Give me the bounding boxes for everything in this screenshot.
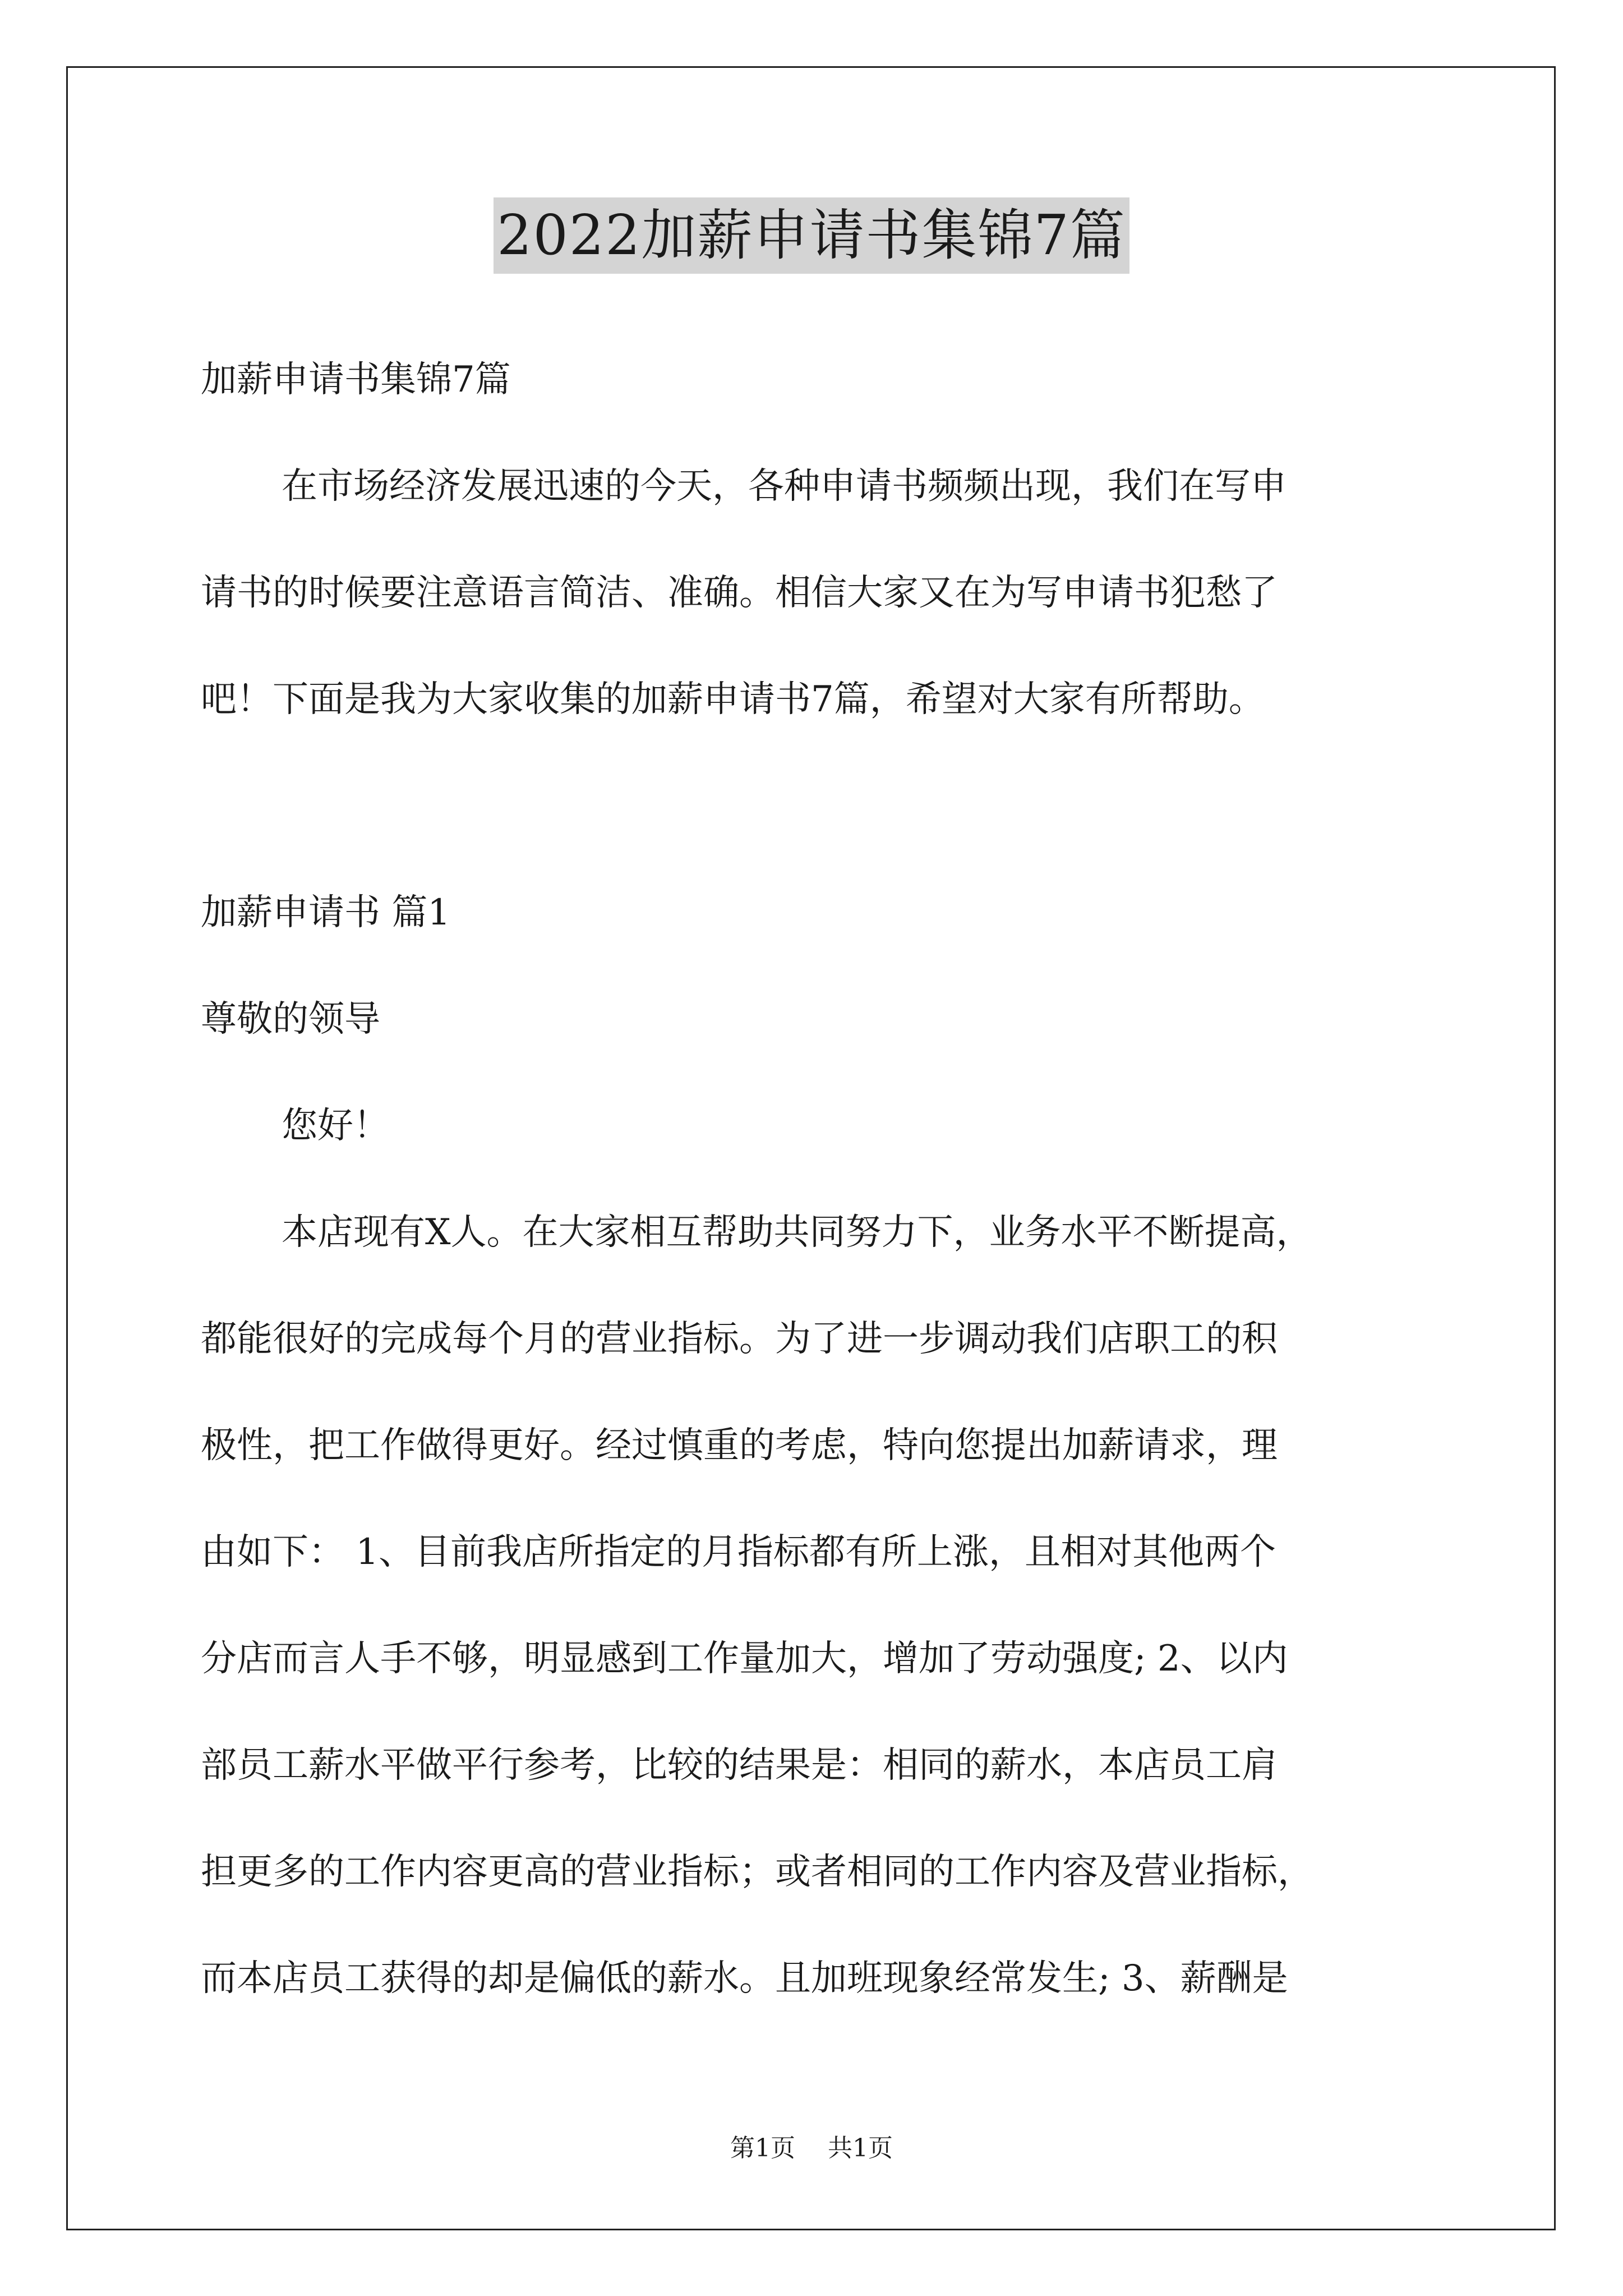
greeting-line: 您好！ [282, 1105, 389, 1147]
paragraph-line: 部员工薪水平做平行参考，比较的结果是：相同的薪水，本店员工肩 [201, 1745, 1278, 1786]
page-number: 第1页 [730, 2134, 795, 2162]
paragraph-line: 极性，把工作做得更好。经过慎重的考虑，特向您提出加薪请求，理 [201, 1425, 1278, 1466]
page-total: 共1页 [828, 2134, 893, 2162]
page-footer [0, 2132, 1623, 2165]
salutation-line: 尊敬的领导 [201, 999, 380, 1040]
paragraph-line: 在市场经济发展迅速的今天，各种申请书频频出现，我们在写申 [282, 466, 1287, 507]
section-heading: 加薪申请书 篇1 [201, 892, 451, 933]
paragraph-line: 都能很好的完成每个月的营业指标。为了进一步调动我们店职工的积 [201, 1318, 1278, 1360]
title-container [0, 197, 1623, 274]
paragraph-line: 由如下： 1、目前我店所指定的月指标都有所上涨，且相对其他两个 [201, 1531, 1276, 1573]
paragraph-line: 本店现有X人。在大家相互帮助共同努力下，业务水平不断提高， [282, 1212, 1312, 1253]
subtitle-line: 加薪申请书集锦7篇 [201, 359, 511, 401]
paragraph-line: 分店而言人手不够，明显感到工作量加大，增加了劳动强度; 2、以内 [201, 1638, 1288, 1680]
document-title: 2022加薪申请书集锦7篇 [494, 197, 1129, 274]
paragraph-line: 吧！下面是我为大家收集的加薪申请书7篇，希望对大家有所帮助。 [201, 679, 1265, 720]
paragraph-line: 而本店员工获得的却是偏低的薪水。且加班现象经常发生; 3、薪酬是 [201, 1958, 1288, 1999]
paragraph-line: 担更多的工作内容更高的营业指标；或者相同的工作内容及营业指标， [201, 1851, 1313, 1893]
paragraph-line: 请书的时候要注意语言简洁、准确。相信大家又在为写申请书犯愁了 [201, 572, 1278, 614]
